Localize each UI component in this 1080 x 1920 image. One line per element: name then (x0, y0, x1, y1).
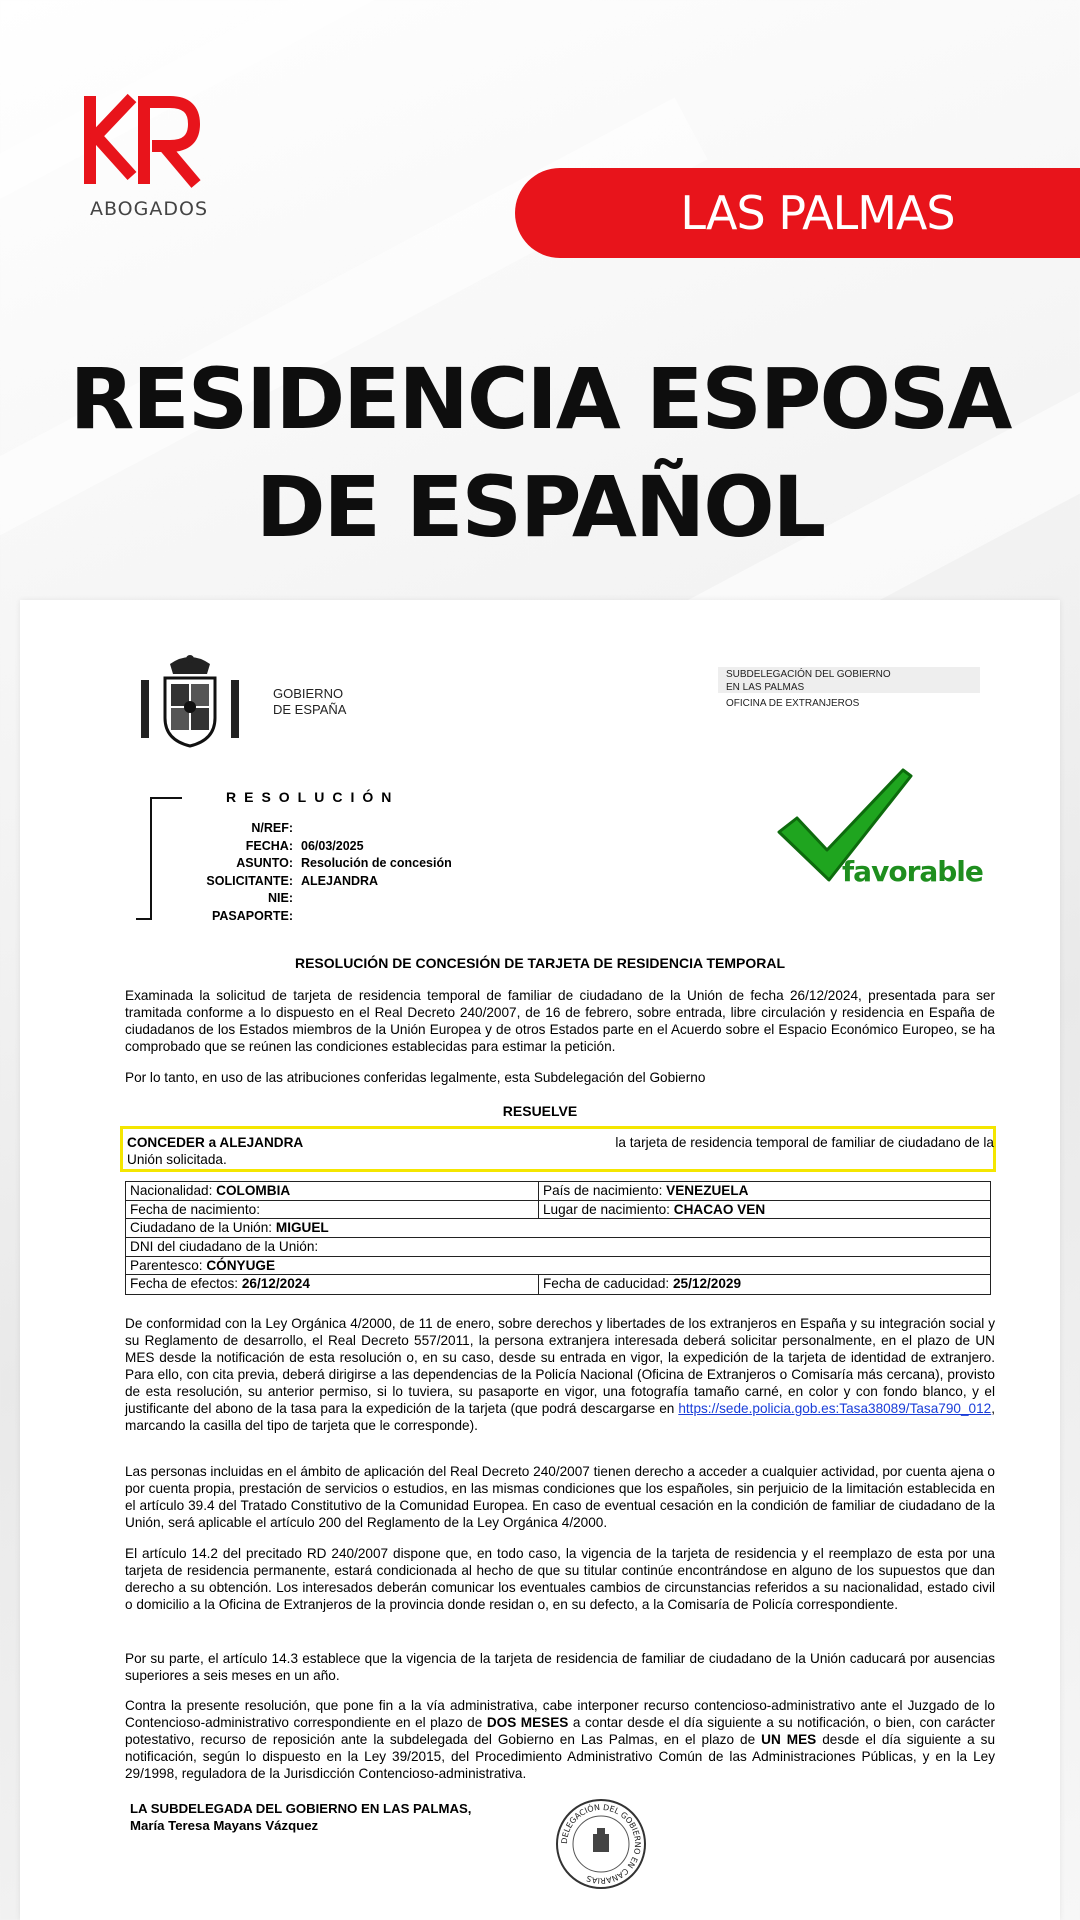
concede-line-2: Unión solicitada. (127, 1152, 227, 1167)
subdel-line-2: EN LAS PALMAS (726, 682, 805, 693)
cell-value: 25/12/2029 (673, 1276, 742, 1292)
ref-label: NIE: (268, 891, 293, 905)
cell-value: MIGUEL (275, 1220, 329, 1236)
cell-label: Ciudadano de la Unión: (130, 1220, 273, 1236)
headline-line-2: DE ESPAÑOL (255, 458, 825, 556)
cell-label: Fecha de efectos: (130, 1276, 239, 1292)
table-cell (126, 1238, 990, 1256)
resolution-label: RESOLUCIÓN (226, 789, 400, 805)
table-cell (539, 1201, 769, 1219)
table-cell (539, 1182, 753, 1200)
table-row (126, 1201, 990, 1220)
logo-text: ABOGADOS (89, 198, 209, 220)
ref-value (301, 820, 501, 838)
table-cell (539, 1275, 745, 1294)
table-row (126, 1182, 990, 1201)
ref-value: 06/03/2025 (301, 838, 364, 853)
paragraph-5-text: Contra la presente resolución, que pone fin a la vía administrativa, cabe interponer recurso contencioso-administrativo ante el Juzgado de lo Contencioso-administrativo correspondiente en el plazo de (125, 1698, 995, 1730)
government-label (273, 686, 346, 718)
paragraph-1 (125, 1315, 995, 1434)
ref-label: ASUNTO: (236, 856, 293, 870)
paragraph-1-text: De conformidad con la Ley Orgánica 4/2000, de 11 de enero, sobre derechos y libertades de los extranjeros en España y su integración social y su Reglamento de desarrollo, el Real Decreto 557/2011, la persona extranjera interesada deberá solicitar personalmente, en el plazo de UN MES desde la notificación de esta resolución o, en su caso, desde su entrada en vigor, la expedición de la tarjeta de identidad de extranjero. Para ello, con cita previa, deberá dirigirse a las dependencias de la Policía Nacional (Oficina de Extranjeros o Comisaría más cercana), provisto de esta resolución, su anterior permiso, si lo tuviera, su pasaporte en vigor, una fotografía tamaño carné, en color y con fondo blanco, y el justificante del abono de la tasa para la expedición de la tarjeta (que podrá descargarse en (125, 1316, 995, 1416)
city-banner (515, 168, 1080, 258)
subdelegation-label (726, 668, 891, 694)
ref-row (160, 820, 501, 838)
cell-label: Parentesco: (130, 1257, 203, 1273)
paragraph-5-text-b: a contar desde el día siguiente a su notificación, o bien, con carácter potestativo, recurso de reposición ante la subdelegada del Gobierno en Las Palmas, en el plazo de (125, 1715, 996, 1747)
reference-table (160, 820, 501, 925)
ref-row (160, 855, 501, 873)
tasa-link[interactable]: https://sede.policia.gob.es:Tasa38089/Tasa790_012 (678, 1401, 992, 1416)
cell-value: 26/12/2024 (241, 1276, 310, 1292)
ref-label: SOLICITANTE: (206, 873, 293, 888)
table-row (126, 1238, 990, 1257)
un-mes: UN MES (761, 1732, 817, 1747)
table-row (126, 1275, 990, 1294)
ref-row (160, 838, 501, 856)
signature-line-1: LA SUBDELEGADA DEL GOBIERNO EN LAS PALMAS, (130, 1801, 472, 1816)
ref-label: FECHA: (245, 838, 293, 853)
ref-label: N/REF: (251, 821, 293, 835)
paragraph-3: El artículo 14.2 del precitado RD 240/2007 dispone que, en todo caso, la vigencia de la tarjeta de residencia y el reemplazo de esta por una tarjeta de residencia permanente, estará condicionada al hecho de que su titular continúe encontrándose en alguno de los supuestos que dan derecho a su obtención. Los interesados deberán comunicar los eventuales cambios de circunstancias referidos a su nacionalidad, estado civil o domicilio a la Oficina de Extranjeros de la provincia donde residan o, en su defecto, a la Comisaría de Policía correspondiente. (125, 1546, 995, 1612)
cell-label: País de nacimiento: (543, 1183, 663, 1198)
gov-line-2: DE ESPAÑA (273, 702, 347, 717)
city-label: LAS PALMAS (680, 186, 955, 240)
table-row (126, 1257, 990, 1276)
cell-label: DNI del ciudadano de la Unión: (130, 1239, 319, 1255)
headline-line-1: RESIDENCIA ESPOSA (69, 350, 1011, 448)
ref-value (301, 908, 501, 926)
paragraph-4: Por su parte, el artículo 14.3 establece que la vigencia de la tarjeta de residencia de familiar de ciudadano de la Unión caducará por ausencias superiores a seis meses en un año. (125, 1651, 995, 1683)
ref-row (160, 873, 501, 891)
cell-label: Nacionalidad: (130, 1183, 213, 1198)
cell-label: Lugar de nacimiento: (543, 1201, 670, 1217)
ref-row (160, 908, 501, 926)
cell-label: Fecha de nacimiento: (130, 1201, 260, 1217)
concede-left: CONCEDER a ALEJANDRA (127, 1135, 304, 1150)
office-label: OFICINA DE EXTRANJEROS (726, 698, 860, 709)
resuelve-heading: RESUELVE (502, 1103, 578, 1119)
ref-value: Resolución de concesión (301, 856, 452, 870)
paragraph-1-text-end: , marcando la casilla del tipo de tarjeta que le corresponde). (125, 1401, 995, 1433)
ref-value (301, 890, 501, 908)
background-stripe (0, 0, 437, 295)
table-cell (126, 1201, 539, 1219)
table-row (126, 1219, 990, 1238)
dos-meses: DOS MESES (486, 1715, 569, 1730)
paragraph-2: Las personas incluidas en el ámbito de aplicación del Real Decreto 240/2007 tienen derecho a acceder a cualquier actividad, por cuenta ajena o por cuenta propia, prestación de servicios o estudios, en las mismas condiciones que los españoles, sin perjuicio de la limitación establecida en el artículo 39.4 del Tratado Constitutivo de la Comunidad Europea. En caso de eventual cesación en la condición de familiar de ciudadano de la Unión, será aplicable el artículo 200 del Reglamento de la Ley Orgánica 4/2000. (125, 1464, 995, 1530)
coat-of-arms-icon (135, 652, 245, 752)
table-cell (126, 1257, 990, 1275)
table-cell (126, 1219, 990, 1237)
favorable-badge: favorable (842, 855, 983, 888)
table-cell (126, 1275, 539, 1294)
subdel-line-1: SUBDELEGACIÓN DEL GOBIERNO (726, 669, 891, 680)
applicant-data-table (125, 1181, 991, 1295)
stamp-text: DELEGACIÓN DEL GOBIERNO EN CANARIAS (559, 1802, 643, 1886)
por-lo-tanto-paragraph: Por lo tanto, en uso de las atribuciones conferidas legalmente, esta Subdelegación del Gobierno (125, 1070, 706, 1085)
cell-value: VENEZUELA (666, 1183, 749, 1198)
document-title: RESOLUCIÓN DE CONCESIÓN DE TARJETA DE RESIDENCIA TEMPORAL (294, 955, 786, 971)
ref-value: ALEJANDRA (301, 873, 379, 888)
ref-row (160, 890, 501, 908)
cell-value: COLOMBIA (216, 1183, 291, 1198)
concede-right: la tarjeta de residencia temporal de familiar de ciudadano de la (615, 1135, 994, 1150)
official-stamp-icon (555, 1798, 647, 1890)
table-cell (126, 1182, 539, 1200)
cell-label: Fecha de caducidad: (543, 1276, 670, 1292)
paragraph-5-text-c: desde el día siguiente a su notificación, según lo dispuesto en la Ley 39/2015, del Procedimiento Administrativo Común de las Administraciones Públicas, y en la Ley 29/1998, reguladora de la Jurisdicción Contencioso-administrativa. (125, 1732, 996, 1781)
concede-highlight (120, 1126, 996, 1172)
signature-block (130, 1800, 471, 1834)
paragraph-5 (125, 1697, 995, 1782)
ref-label: PASAPORTE: (211, 908, 293, 923)
cell-value: CHACAO VEN (673, 1201, 766, 1217)
cell-value: CÓNYUGE (206, 1257, 276, 1273)
signature-line-2: María Teresa Mayans Vázquez (130, 1818, 319, 1833)
gov-line-1: GOBIERNO (273, 686, 344, 701)
intro-paragraph: Examinada la solicitud de tarjeta de residencia temporal de familiar de ciudadano de la Unión de fecha 26/12/2024, presentada para ser tramitada conforme a lo dispuesto en el Real Decreto 240/2007, de 16 de febrero, sobre entrada, libre circulación y residencia en España de ciudadanos de los Estados miembros de la Unión Europea y de otros Estados parte en el Acuerdo sobre el Espacio Económico Europeo, se ha comprobado que se reúnen las condiciones establecidas para estimar la petición. (125, 988, 995, 1054)
headline (0, 345, 1080, 561)
